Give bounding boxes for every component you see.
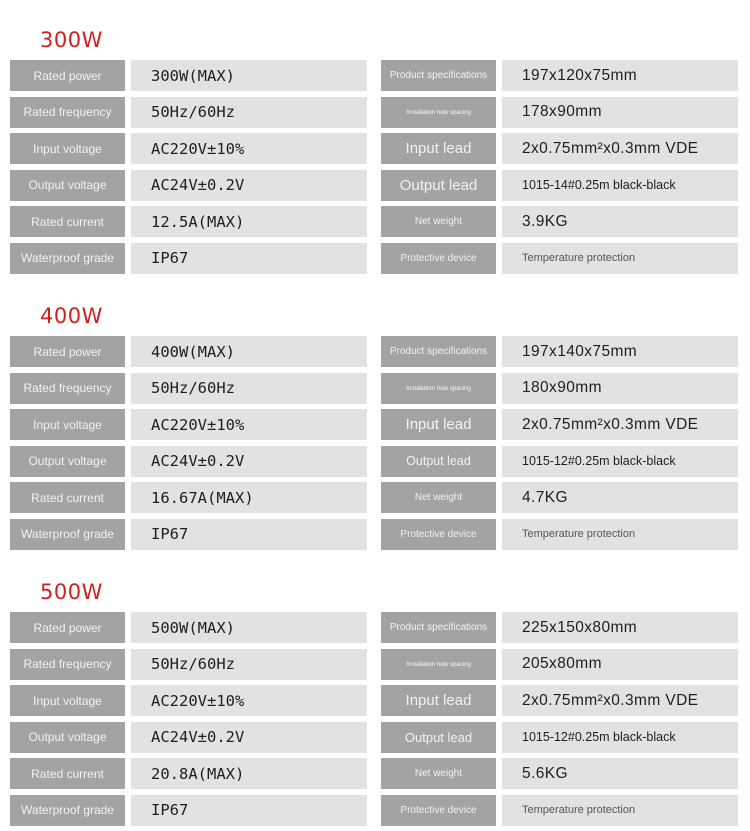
spec-value: 500W(MAX) (131, 612, 367, 643)
section-title: 400W (40, 304, 103, 328)
spec-row (0, 446, 750, 477)
spec-row (0, 206, 750, 237)
spec-row (0, 170, 750, 201)
spec-value: 400W(MAX) (131, 336, 367, 367)
spec-value: Temperature protection (502, 243, 738, 274)
spec-label: Installation hole spacing (381, 373, 496, 404)
spec-label: Waterproof grade (10, 243, 125, 274)
spec-label: Waterproof grade (10, 519, 125, 550)
spec-value: AC24V±0.2V (131, 446, 367, 477)
spec-value: 4.7KG (502, 482, 738, 513)
spec-label: Installation hole spacing (381, 649, 496, 680)
spec-label: Input voltage (10, 409, 125, 440)
spec-label: Input voltage (10, 133, 125, 164)
spec-row (0, 612, 750, 643)
spec-label: Net weight (381, 482, 496, 513)
spec-label: Output voltage (10, 722, 125, 753)
spec-value: 205x80mm (502, 649, 738, 680)
spec-value: 3.9KG (502, 206, 738, 237)
spec-row (0, 685, 750, 716)
spec-value: 2x0.75mm²x0.3mm VDE (502, 133, 738, 164)
spec-label: Net weight (381, 206, 496, 237)
spec-table (0, 612, 750, 831)
spec-value: 1015-12#0.25m black-black (502, 446, 738, 477)
spec-value: AC220V±10% (131, 133, 367, 164)
spec-value: 20.8A(MAX) (131, 758, 367, 789)
spec-row (0, 243, 750, 274)
spec-value: IP67 (131, 795, 367, 826)
spec-label: Rated frequency (10, 97, 125, 128)
spec-label: Protective device (381, 243, 496, 274)
spec-label: Protective device (381, 519, 496, 550)
spec-label: Protective device (381, 795, 496, 826)
spec-value: 1015-12#0.25m black-black (502, 722, 738, 753)
spec-row (0, 60, 750, 91)
spec-value: 300W(MAX) (131, 60, 367, 91)
spec-row (0, 758, 750, 789)
spec-value: 1015-14#0.25m black-black (502, 170, 738, 201)
spec-table (0, 336, 750, 555)
spec-value: 197x140x75mm (502, 336, 738, 367)
spec-value: AC220V±10% (131, 685, 367, 716)
spec-label: Output voltage (10, 170, 125, 201)
spec-row (0, 722, 750, 753)
spec-value: 50Hz/60Hz (131, 649, 367, 680)
spec-row (0, 336, 750, 367)
spec-label: Input lead (381, 409, 496, 440)
spec-label: Product specifications (381, 60, 496, 91)
spec-label: Waterproof grade (10, 795, 125, 826)
spec-label: Rated power (10, 336, 125, 367)
spec-label: Output lead (381, 170, 496, 201)
section-title: 300W (40, 28, 103, 52)
spec-value: 178x90mm (502, 97, 738, 128)
spec-label: Rated frequency (10, 373, 125, 404)
spec-value: 5.6KG (502, 758, 738, 789)
spec-row (0, 409, 750, 440)
spec-label: Net weight (381, 758, 496, 789)
spec-label: Installation hole spacing (381, 97, 496, 128)
spec-label: Rated power (10, 60, 125, 91)
spec-value: IP67 (131, 243, 367, 274)
spec-row (0, 519, 750, 550)
spec-row (0, 649, 750, 680)
spec-label: Product specifications (381, 336, 496, 367)
spec-row (0, 795, 750, 826)
spec-table (0, 60, 750, 279)
spec-label: Rated power (10, 612, 125, 643)
spec-value: IP67 (131, 519, 367, 550)
spec-value: Temperature protection (502, 519, 738, 550)
spec-label: Output voltage (10, 446, 125, 477)
spec-label: Rated current (10, 482, 125, 513)
spec-value: 2x0.75mm²x0.3mm VDE (502, 409, 738, 440)
spec-row (0, 97, 750, 128)
spec-value: 180x90mm (502, 373, 738, 404)
spec-value: 197x120x75mm (502, 60, 738, 91)
spec-row (0, 373, 750, 404)
spec-value: 50Hz/60Hz (131, 97, 367, 128)
spec-label: Input voltage (10, 685, 125, 716)
spec-value: 50Hz/60Hz (131, 373, 367, 404)
spec-value: AC24V±0.2V (131, 170, 367, 201)
spec-label: Rated current (10, 206, 125, 237)
spec-label: Output lead (381, 446, 496, 477)
spec-row (0, 133, 750, 164)
spec-value: AC220V±10% (131, 409, 367, 440)
spec-label: Output lead (381, 722, 496, 753)
spec-value: 12.5A(MAX) (131, 206, 367, 237)
spec-label: Rated frequency (10, 649, 125, 680)
spec-label: Input lead (381, 685, 496, 716)
spec-label: Product specifications (381, 612, 496, 643)
spec-value: 16.67A(MAX) (131, 482, 367, 513)
spec-label: Input lead (381, 133, 496, 164)
spec-value: Temperature protection (502, 795, 738, 826)
section-title: 500W (40, 580, 103, 604)
spec-value: 2x0.75mm²x0.3mm VDE (502, 685, 738, 716)
spec-value: 225x150x80mm (502, 612, 738, 643)
spec-row (0, 482, 750, 513)
spec-value: AC24V±0.2V (131, 722, 367, 753)
spec-label: Rated current (10, 758, 125, 789)
